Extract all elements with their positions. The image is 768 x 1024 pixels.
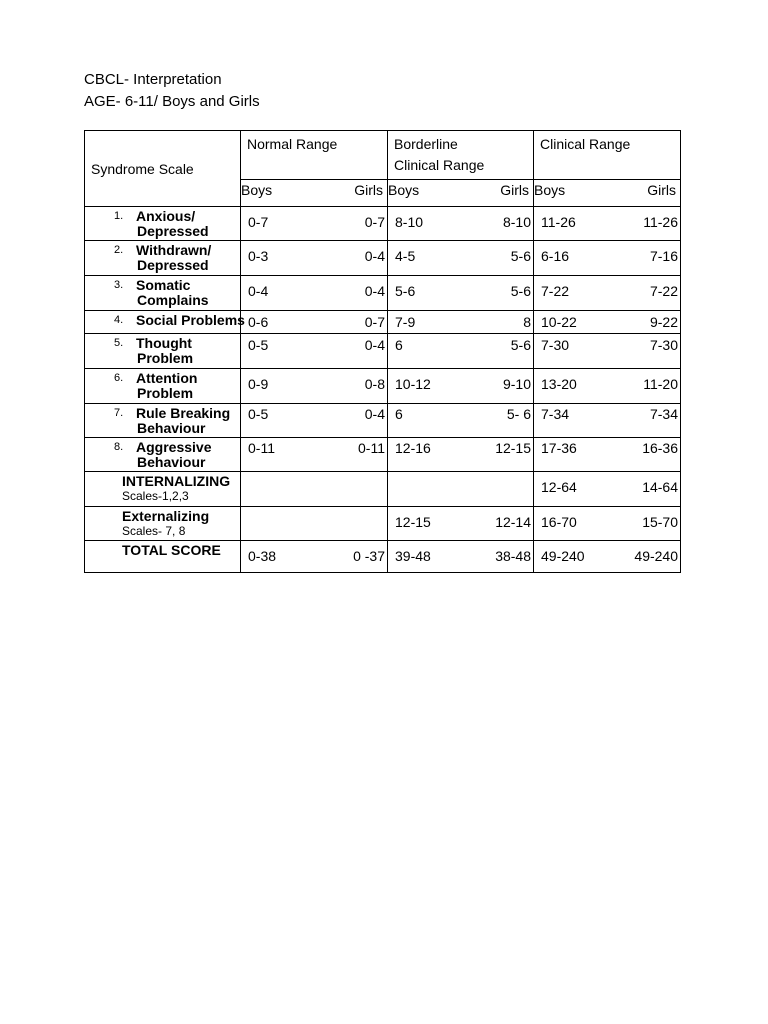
scale-name-cont: Behaviour: [137, 454, 206, 470]
boys-value: 6: [395, 406, 403, 422]
clinical-range-label: Clinical Range: [540, 136, 631, 152]
girls-value: 11-20: [643, 376, 678, 392]
clinical-sex-labels: [534, 180, 681, 207]
borderline-range-cell: [388, 541, 534, 573]
girls-value: 9-22: [649, 314, 678, 330]
scale-number: 5.: [114, 337, 124, 349]
boys-value: 11-26: [541, 214, 576, 230]
borderline-range-cell: [388, 241, 534, 276]
girls-value: 12-15: [495, 440, 531, 456]
normal-range-cell: [241, 276, 388, 311]
syndrome-scale-header: [85, 131, 241, 207]
boys-value: 12-16: [395, 440, 431, 456]
girls-value: 0-11: [358, 440, 385, 456]
girls-value: 49-240: [634, 548, 678, 564]
girls-value: 0-4: [364, 337, 385, 353]
boys-label: Boys: [534, 182, 566, 198]
internalizing-label: [85, 472, 241, 507]
boys-value: 0-7: [248, 214, 269, 230]
internalizing-title: INTERNALIZING: [122, 473, 231, 489]
normal-range-cell: [241, 334, 388, 369]
boys-value: 0-5: [248, 337, 269, 353]
scale-label: [85, 276, 241, 311]
borderline-label-line1: Borderline: [394, 136, 458, 152]
boys-value: 5-6: [395, 283, 416, 299]
girls-value: 11-26: [643, 214, 678, 230]
clinical-range-header: [534, 131, 681, 180]
scale-number: 2.: [114, 244, 124, 256]
clinical-range-cell: [534, 404, 681, 438]
boys-value: 39-48: [395, 548, 431, 564]
clinical-range-cell: [534, 276, 681, 311]
boys-value: 6-16: [541, 248, 570, 264]
girls-value: 0 -37: [353, 548, 385, 564]
borderline-range-cell: [388, 276, 534, 311]
boys-value: 0-6: [248, 314, 269, 330]
boys-value: 7-9: [395, 314, 416, 330]
girls-value: 8-10: [502, 214, 531, 230]
boys-value: 10-12: [395, 376, 431, 392]
normal-range-header: [241, 131, 388, 180]
girls-value: 0-4: [364, 248, 385, 264]
table-row: [85, 438, 681, 472]
scale-name: Somatic: [136, 277, 191, 293]
clinical-range-cell: [534, 207, 681, 241]
girls-label: Girls: [500, 182, 529, 198]
scale-name-cont: Problem: [137, 385, 194, 401]
table-row: [85, 311, 681, 334]
scale-label: [85, 438, 241, 472]
girls-value: 16-36: [642, 440, 678, 456]
scale-number: 3.: [114, 279, 124, 291]
boys-value: 17-36: [541, 440, 577, 456]
normal-range-cell: [241, 438, 388, 472]
girls-value: 5-6: [510, 248, 531, 264]
clinical-range-cell: [534, 438, 681, 472]
boys-value: 0-38: [248, 548, 277, 564]
scale-number: 8.: [114, 441, 124, 453]
boys-label: Boys: [241, 182, 273, 198]
externalizing-scales: Scales- 7, 8: [122, 524, 186, 538]
scale-number: 6.: [114, 372, 124, 384]
girls-value: 5-6: [510, 337, 531, 353]
boys-label: Boys: [388, 182, 420, 198]
girls-value: 15-70: [642, 514, 678, 530]
normal-range-label: Normal Range: [247, 136, 338, 152]
boys-value: 7-34: [541, 406, 570, 422]
clinical-range-cell: [534, 369, 681, 404]
table-row: [85, 276, 681, 311]
borderline-range-cell: [388, 404, 534, 438]
normal-range-cell: [241, 541, 388, 573]
girls-value: 38-48: [495, 548, 531, 564]
boys-value: 6: [395, 337, 403, 353]
normal-range-cell: [241, 241, 388, 276]
syndrome-scale-label: Syndrome Scale: [91, 160, 194, 177]
boys-value: 10-22: [541, 314, 577, 330]
clinical-range-cell: [534, 507, 681, 541]
document-subtitle: AGE- 6-11/ Boys and Girls: [84, 93, 260, 110]
borderline-range-cell: [388, 207, 534, 241]
scale-name-cont: Depressed: [137, 257, 209, 273]
boys-value: 49-240: [541, 548, 585, 564]
scale-number: 1.: [114, 210, 124, 222]
normal-sex-labels: [241, 180, 388, 207]
clinical-range-cell: [534, 541, 681, 573]
scale-label: [85, 334, 241, 369]
document-title: CBCL- Interpretation: [84, 71, 222, 88]
total-score-title: TOTAL SCORE: [122, 542, 221, 558]
externalizing-label: [85, 507, 241, 541]
scale-name: Aggressive: [136, 439, 212, 455]
scale-number: 7.: [114, 407, 124, 419]
girls-value: 7-30: [649, 337, 678, 353]
normal-range-cell: [241, 404, 388, 438]
borderline-range-cell: [388, 472, 534, 507]
scale-name: Withdrawn/: [136, 242, 212, 258]
total-score-label: [85, 541, 241, 573]
girls-value: 0-7: [364, 314, 385, 330]
externalizing-row: [85, 507, 681, 541]
borderline-sex-labels: [388, 180, 534, 207]
boys-value: 4-5: [395, 248, 416, 264]
table-row: [85, 241, 681, 276]
boys-value: 7-30: [541, 337, 570, 353]
girls-label: Girls: [354, 182, 383, 198]
scale-number: 4.: [114, 314, 124, 326]
girls-value: 7-16: [649, 248, 678, 264]
scale-name: Anxious/: [136, 208, 196, 224]
borderline-range-cell: [388, 311, 534, 334]
total-score-row: [85, 541, 681, 573]
table-row: [85, 207, 681, 241]
scale-label: [85, 311, 245, 334]
clinical-range-cell: [534, 311, 681, 334]
girls-value: 7-22: [649, 283, 678, 299]
girls-value: 5- 6: [506, 406, 531, 422]
boys-value: 0-5: [248, 406, 269, 422]
girls-value: 9-10: [502, 376, 531, 392]
normal-range-cell: [241, 472, 388, 507]
normal-range-cell: [241, 311, 388, 334]
header-row: [85, 131, 681, 180]
borderline-label-line2: Clinical Range: [394, 157, 485, 173]
cbcl-table: [84, 130, 681, 573]
scale-name-cont: Depressed: [137, 223, 209, 239]
borderline-range-cell: [388, 438, 534, 472]
clinical-range-cell: [534, 241, 681, 276]
scale-name-cont: Problem: [137, 350, 194, 366]
boys-value: 12-15: [395, 514, 431, 530]
normal-range-cell: [241, 207, 388, 241]
externalizing-title: Externalizing: [122, 508, 210, 524]
girls-value: 14-64: [642, 479, 678, 495]
boys-value: 8-10: [395, 214, 424, 230]
girls-label: Girls: [647, 182, 676, 198]
boys-value: 0-9: [248, 376, 269, 392]
boys-value: 12-64: [541, 479, 577, 495]
boys-value: 0-4: [248, 283, 269, 299]
scale-name: Rule Breaking: [136, 405, 231, 421]
girls-value: 0-4: [364, 406, 385, 422]
scale-label: [85, 207, 241, 241]
girls-value: 0-4: [364, 283, 385, 299]
scale-label: [85, 241, 241, 276]
internalizing-row: [85, 472, 681, 507]
girls-value: 5-6: [510, 283, 531, 299]
boys-value: 0-11: [248, 440, 275, 456]
scale-name-cont: Complains: [137, 292, 209, 308]
normal-range-cell: [241, 507, 388, 541]
girls-value: 7-34: [649, 406, 678, 422]
borderline-range-cell: [388, 369, 534, 404]
scale-label: [85, 369, 241, 404]
girls-value: 0-7: [364, 214, 385, 230]
internalizing-scales: Scales-1,2,3: [122, 489, 189, 503]
boys-value: 16-70: [541, 514, 577, 530]
girls-value: 12-14: [495, 514, 531, 530]
boys-value: 0-3: [248, 248, 269, 264]
boys-value: 7-22: [541, 283, 570, 299]
girls-value: 0-8: [364, 376, 385, 392]
girls-value: 8: [523, 314, 531, 330]
scale-name: Attention: [136, 370, 198, 386]
boys-value: 13-20: [541, 376, 577, 392]
scale-name-cont: Behaviour: [137, 420, 206, 436]
clinical-range-cell: [534, 472, 681, 507]
table-row: [85, 404, 681, 438]
scale-name: Thought: [136, 335, 192, 351]
borderline-range-cell: [388, 334, 534, 369]
normal-range-cell: [241, 369, 388, 404]
scale-name: Social Problems: [136, 312, 245, 328]
borderline-range-cell: [388, 507, 534, 541]
borderline-range-header: [388, 131, 534, 180]
table-row: [85, 369, 681, 404]
scale-label: [85, 404, 241, 438]
clinical-range-cell: [534, 334, 681, 369]
table-row: [85, 334, 681, 369]
